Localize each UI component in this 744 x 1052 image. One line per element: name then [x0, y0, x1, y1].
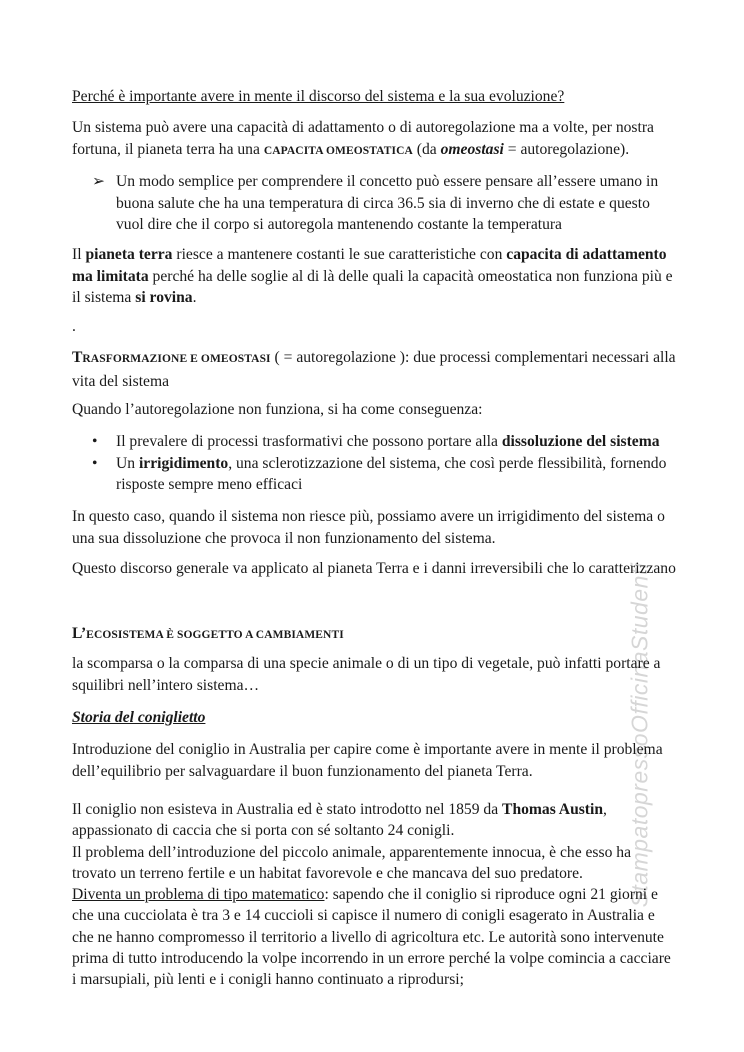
text-span: Un: [116, 454, 139, 472]
text-span: riesce a mantenere costanti le sue caratteristiche con: [172, 246, 507, 263]
bullet-list: [72, 431, 678, 496]
arrow-list: [72, 171, 678, 236]
text-span: ECOSISTEMA È SOGGETTO A CAMBIAMENTI: [86, 629, 344, 641]
text-span: RASFORMAZIONE E OMEOSTASI: [82, 353, 271, 365]
smallcaps-term: CAPACITA OMEOSTATICA: [263, 144, 413, 157]
text-span: Diventa un problema di tipo matematico: [72, 886, 325, 904]
paragraph-general: Questo discorso generale va applicato al pianeta Terra e i danni irreversibili che lo caratterizzano: [72, 560, 676, 577]
text-span: , una sclerotizzazione del sistema, che così perde flessibilità, fornendo risposte sempre meno efficaci: [116, 454, 667, 494]
paragraph-transformation: [72, 347, 678, 392]
text-span: Un modo semplice per comprendere il concetto può essere pensare all’essere umano in buona salute che ha una temperatura di circa 36.5 sia di inverno che di estate e questo vuol dire che il corpo si autoregola mantenendo costante la temperatura: [116, 173, 659, 234]
paragraph-system-capacity: [72, 117, 678, 162]
text-span: pianeta terra: [85, 246, 173, 263]
section-question-heading: [72, 86, 678, 108]
text-span: T: [72, 349, 83, 366]
text-span: .: [192, 289, 197, 307]
paragraph-rabbit-history: [72, 799, 678, 991]
text-span: perché ha delle soglie al di là delle quali la capacità omeostatica non funziona più e il sistema: [72, 267, 673, 307]
paragraph-when: Quando l’autoregolazione non funziona, si ha come conseguenza:: [72, 401, 483, 418]
paragraph-species: la scomparsa o la comparsa di una specie animale o di un tipo di vegetale, può infatti portare a squilibri nell’intero sistema…: [72, 655, 661, 694]
text-span: Thomas Austin: [502, 801, 604, 818]
section-ecosystem-heading: [72, 623, 678, 647]
watermark: StampatopressoOfficinaStudenti: [626, 562, 653, 908]
text-span: Storia del coniglietto: [72, 709, 206, 726]
text-span: si rovina: [135, 289, 193, 307]
paragraph-case: In questo caso, quando il sistema non riesce più, possiamo avere un irrigidimento del sistema o una sua dissoluzione che provoca il non funzionamento del sistema.: [72, 508, 665, 547]
text-span: : sapendo che il coniglio si riproduce ogni 21 giorni e che una cucciolata è tra 3 e 14 cuccioli si capisce il numero di conigli esagerato in Australia e che ne hanno compromesso il territorio a livello di agricoltura etc. Le autorità sono intervenute prima di tutto introducendo la volpe incorrendo in un errore perché la volpe comincia a cacciare i marsupiali, più lenti e i conigli hanno continuato a riprodursi;: [72, 886, 671, 989]
text-span: Il prevalere di processi trasformativi che possono portare alla: [116, 433, 502, 450]
rabbit-story-heading: [72, 707, 678, 729]
list-item: [72, 453, 678, 496]
text-span: dissoluzione del sistema: [501, 433, 660, 450]
text-span: Un sistema può avere una capacità di adattamento o di autoregolazione ma a volte, per nostra fortuna, il pianeta terra ha una: [72, 119, 654, 158]
text-span: Il problema dell’introduzione del piccolo animale, apparentemente innocua, è che esso ha trovato un terreno fertile e un habitat favorevole e che mancava del suo predatore.: [72, 843, 631, 882]
text-span: (da: [412, 140, 441, 158]
bullet-icon: •: [92, 454, 98, 472]
text-span: Il coniglio non esisteva in Australia ed è stato introdotto nel 1859 da: [72, 801, 503, 818]
text-span: irrigidimento: [138, 454, 229, 472]
arrow-bullet-icon: ➢: [92, 173, 106, 190]
text-span: capacita di adattamento ma limitata: [72, 246, 667, 285]
list-item: [72, 171, 678, 236]
heading-text: Perché è importante avere in mente il discorso del sistema e la sua evoluzione?: [72, 88, 565, 105]
text-span: L’: [72, 625, 87, 642]
text-span: Il: [72, 246, 86, 263]
list-item: [72, 431, 678, 453]
bullet-icon: •: [92, 433, 98, 450]
text-span: , appassionato di caccia che si porta con sé soltanto 24 conigli.: [72, 801, 607, 840]
italic-term: omeostasi: [440, 140, 504, 158]
stray-dot: .: [72, 318, 76, 335]
text-span: = autoregolazione).: [503, 140, 630, 158]
paragraph-introduction: Introduzione del coniglio in Australia per capire come è importante avere in mente il problema dell’equilibrio per salvaguardare il buon funzionamento del pianeta Terra.: [72, 741, 663, 780]
paragraph-planet: [72, 244, 678, 309]
text-span: ( = autoregolazione ): due processi complementari necessari alla vita del sistema: [72, 349, 676, 390]
